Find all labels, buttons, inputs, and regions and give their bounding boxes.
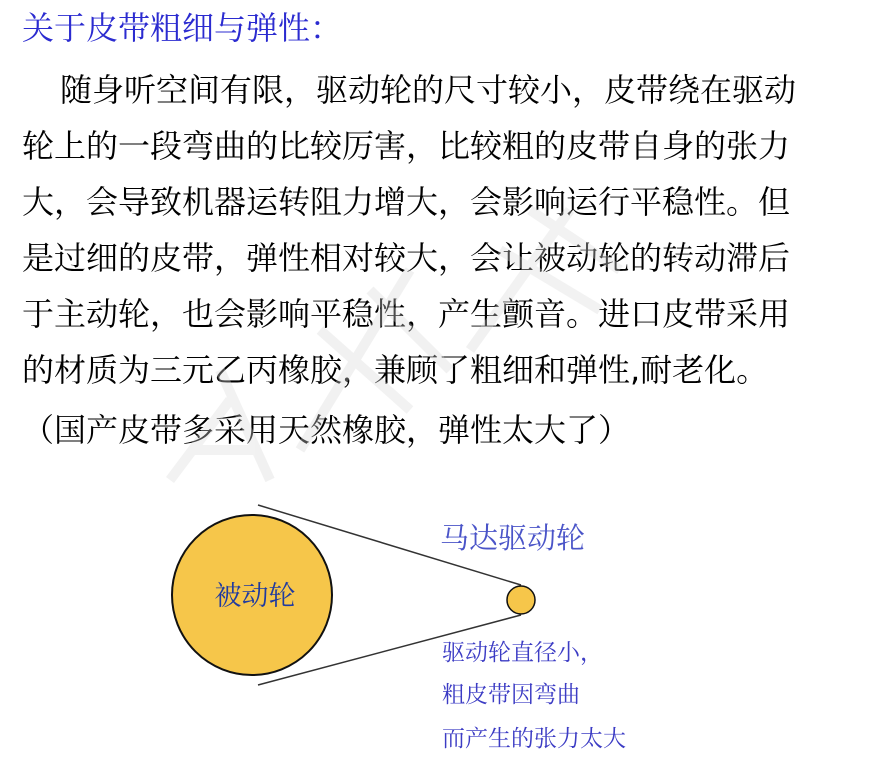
paragraph-line-1: 随身听空间有限，驱动轮的尺寸较小，皮带绕在驱动 xyxy=(60,71,797,109)
note-line-1: 驱动轮直径小， xyxy=(442,640,603,666)
paragraph-line-2: 轮上的一段弯曲的比较厉害，比较粗的皮带自身的张力 xyxy=(22,127,791,165)
paragraph-line-3: 大，会导致机器运转阻力增大，会影响运行平稳性。但 xyxy=(22,183,791,221)
note-line-3: 而产生的张力太大 xyxy=(442,726,626,752)
paragraph-line-6: 的材质为三元乙丙橡胶，兼顾了粗细和弹性,耐老化。 xyxy=(22,351,769,389)
section-heading: 关于皮带粗细与弹性： xyxy=(22,9,343,47)
paragraph-line-5: 于主动轮，也会影响平稳性，产生颤音。进口皮带采用 xyxy=(22,295,791,333)
paragraph-line-4: 是过细的皮带，弹性相对较大，会让被动轮的转动滞后 xyxy=(22,239,791,277)
motor-wheel-label: 马达驱动轮 xyxy=(440,521,586,555)
motor-drive-wheel xyxy=(507,586,535,614)
belt-diagram xyxy=(0,470,880,765)
note-line-2: 粗皮带因弯曲 xyxy=(442,682,580,708)
driven-wheel-label: 被动轮 xyxy=(214,581,296,612)
paragraph-line-7: （国产皮带多采用天然橡胶，弹性太大了） xyxy=(22,411,631,449)
